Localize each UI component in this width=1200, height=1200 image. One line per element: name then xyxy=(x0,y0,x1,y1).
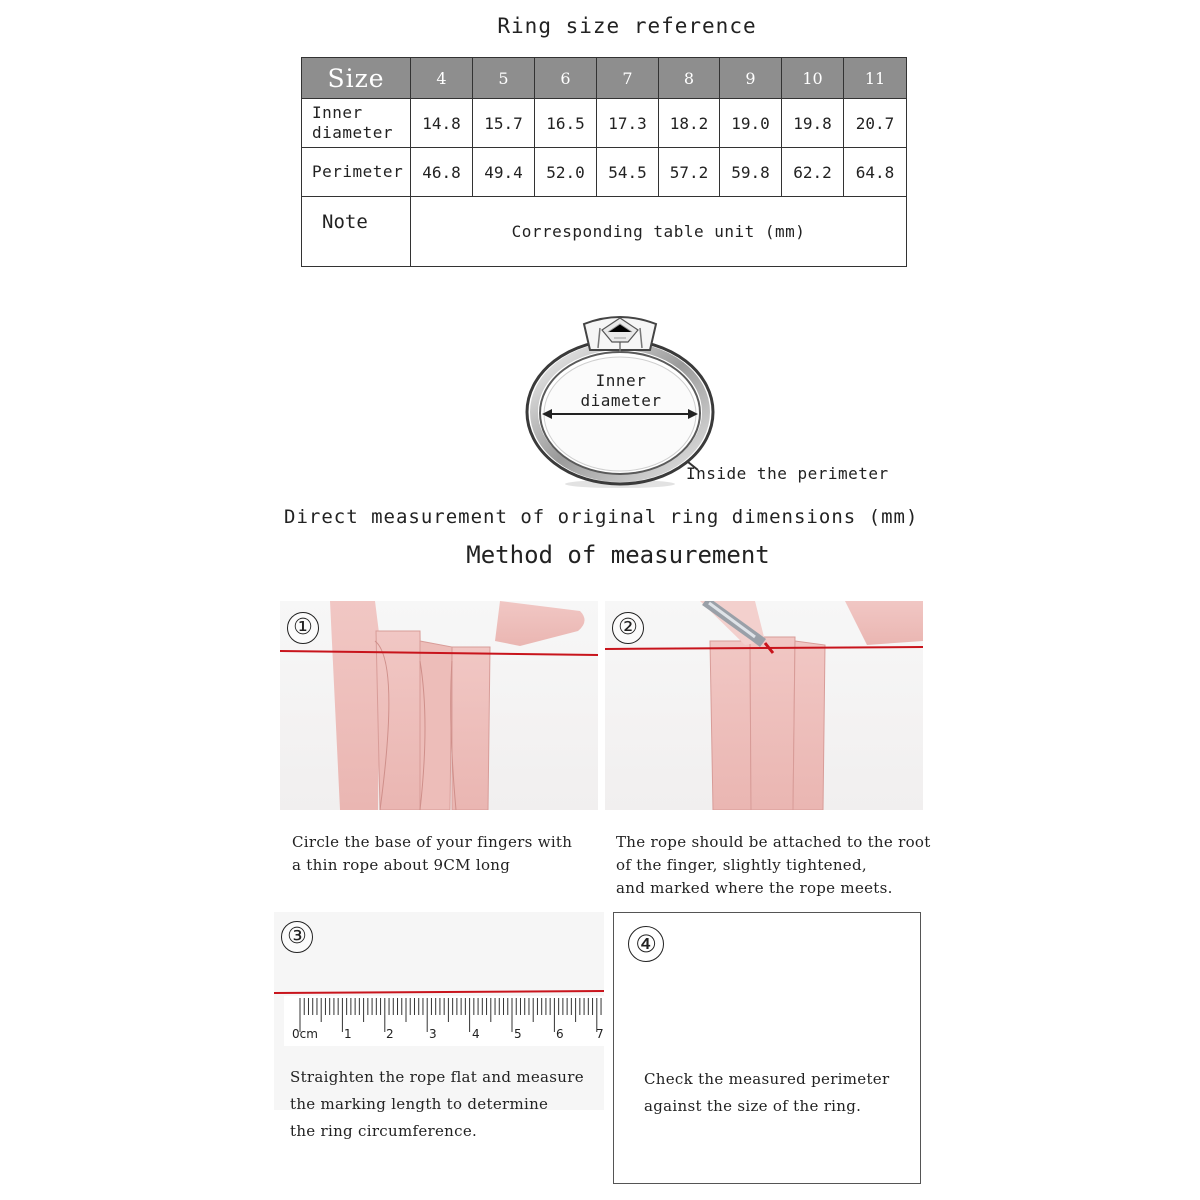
step4-text: Check the measured perimeter against the size of the ring. xyxy=(644,1070,890,1115)
inner-diameter-row xyxy=(302,99,907,148)
perimeter-row xyxy=(302,148,907,197)
step2-number: ② xyxy=(612,612,644,644)
perimeter-cell: 62.2 xyxy=(782,148,844,197)
perimeter-cell: 57.2 xyxy=(659,148,720,197)
perimeter-cell: 49.4 xyxy=(473,148,535,197)
ring-size-table xyxy=(301,57,907,267)
inner-diameter-cell: 15.7 xyxy=(473,99,535,148)
perimeter-cell: 46.8 xyxy=(411,148,473,197)
step1-text: Circle the base of your fingers with a thin rope about 9CM long xyxy=(292,833,573,874)
perimeter-cell: 64.8 xyxy=(844,148,907,197)
method-title: Method of measurement xyxy=(466,541,770,569)
note-text: Corresponding table unit (mm) xyxy=(411,197,907,267)
size-cell: 10 xyxy=(782,58,844,99)
perimeter-cell: 59.8 xyxy=(720,148,782,197)
step2-text: The rope should be attached to the root of the finger, slightly tightened, and marked where the rope meets. xyxy=(616,833,931,897)
ruler-label: 7 xyxy=(596,1027,604,1041)
inner-diameter-cell: 16.5 xyxy=(535,99,597,148)
row-label-perimeter: Perimeter xyxy=(302,148,411,197)
inner-label-line1: Inner xyxy=(595,371,647,390)
row-label-note: Note xyxy=(302,197,411,267)
ruler-illustration xyxy=(274,912,604,1052)
ruler-label: 5 xyxy=(514,1027,522,1041)
ruler-label: 4 xyxy=(472,1027,480,1041)
hand-illustration xyxy=(605,601,923,810)
header-size-label: Size xyxy=(302,58,411,99)
step1-photo xyxy=(280,601,598,810)
inner-diameter-cell: 19.8 xyxy=(782,99,844,148)
step3-number: ③ xyxy=(281,921,313,953)
perimeter-cell: 54.5 xyxy=(597,148,659,197)
size-cell: 4 xyxy=(411,58,473,99)
inner-diameter-cell: 19.0 xyxy=(720,99,782,148)
inner-diameter-cell: 17.3 xyxy=(597,99,659,148)
note-row xyxy=(302,197,907,267)
row-label-inner-diameter: Inner diameter xyxy=(302,99,411,148)
ruler-label: 6 xyxy=(556,1027,564,1041)
size-cell: 6 xyxy=(535,58,597,99)
size-cell: 11 xyxy=(844,58,907,99)
inner-diameter-cell: 14.8 xyxy=(411,99,473,148)
size-cell: 5 xyxy=(473,58,535,99)
inner-diameter-cell: 18.2 xyxy=(659,99,720,148)
step4-number: ④ xyxy=(628,926,664,962)
step3-text: Straighten the rope flat and measure the marking length to determine the ring circumference. xyxy=(290,1068,584,1140)
size-cell: 7 xyxy=(597,58,659,99)
ruler-label: 3 xyxy=(429,1027,437,1041)
hand-illustration xyxy=(280,601,598,810)
size-cell: 9 xyxy=(720,58,782,99)
direct-measurement-caption: Direct measurement of original ring dimensions (mm) xyxy=(284,506,919,528)
ruler-label: 0cm xyxy=(292,1027,318,1041)
perimeter-cell: 52.0 xyxy=(535,148,597,197)
inner-diameter-label xyxy=(556,371,686,411)
ruler-label: 1 xyxy=(344,1027,352,1041)
table-title: Ring size reference xyxy=(497,14,757,38)
perimeter-label: Inside the perimeter xyxy=(686,464,889,483)
inner-diameter-cell: 20.7 xyxy=(844,99,907,148)
size-cell: 8 xyxy=(659,58,720,99)
table-header-row xyxy=(302,58,907,99)
inner-label-line2: diameter xyxy=(580,391,662,410)
step2-photo xyxy=(605,601,923,810)
step1-number: ① xyxy=(287,612,319,644)
ruler-label: 2 xyxy=(386,1027,394,1041)
